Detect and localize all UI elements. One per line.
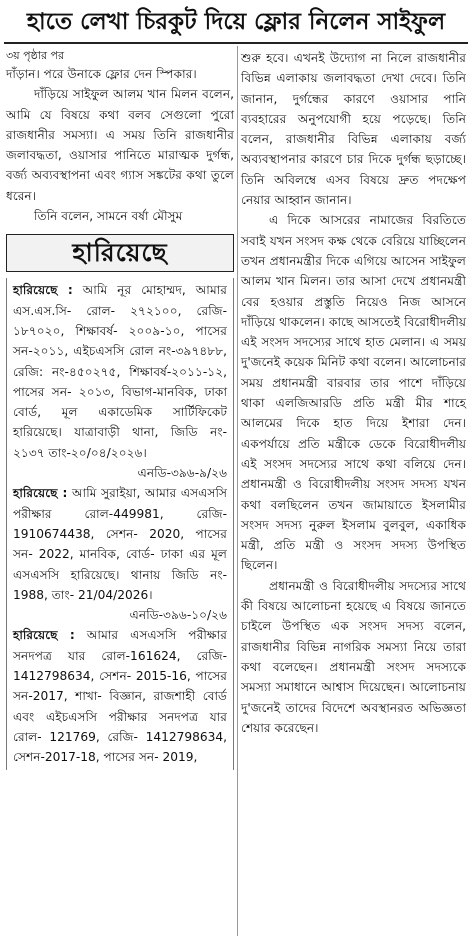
right-column	[241, 48, 466, 738]
classifieds-banner: হারিয়েছে	[6, 234, 234, 272]
ad-code: এনডি-৩৯৬-৯/২৬	[137, 466, 227, 481]
article-paragraph: তিনি বলেন, সামনে বর্ষা মৌসুম	[34, 209, 183, 224]
article-paragraph: প্রধানমন্ত্রী ও বিরোধীদলীয় সদস্যের সাথে কী বিষয়ে আলোচনা হয়েছে এ বিষয়ে জানতে চাইলে উপস্থিত এক সংসদ সদস্য বলেন, রাজধানীর বিভিন্ন নাগরিক সমস্যা নিয়ে তারা কথা বলেছেন। প্রধানমন্ত্রী সংসদ সদস্যকে সমস্যা সমাধানে আশ্বাস দিয়েছেন। আলোচনায় দু'জনেই তাদের বিদেশে অবস্থানরত অভিজ্ঞতা শেয়ার করেছেন।	[241, 578, 466, 735]
continued-from-label: ৩য় পৃষ্ঠার পর	[6, 49, 65, 62]
ad-heading: হারিয়েছে :	[13, 628, 75, 643]
ad-heading: হারিয়েছে :	[13, 486, 68, 501]
classified-ad	[13, 483, 227, 605]
ad-body: আমি সুরাইয়া, আমার এসএসসি পরীক্ষার রোল-449981, রেজি- 1910674438, সেশন- 2020, পাসের সন- 2022, মানবিক, বোর্ড- ঢাকা এর মূল এসএসসি হারিয়েছে। থানায় জিডি নং- 1988, তাং- 21/04/2026।	[13, 486, 227, 602]
ad-code: এনডি-৩৯৬-১০/২৬	[129, 608, 227, 623]
ad-heading: হারিয়েছে :	[13, 283, 73, 298]
classified-ad	[13, 280, 227, 463]
article-paragraph: শুরু হবে। এখনই উদ্যোগ না নিলে রাজধানীর বিভিন্ন এলাকায় জলাবদ্ধতা দেখা দেবে। তিনি জানান, দুর্গন্ধের কারণে ওয়াসার পানি ব্যবহারের অনুপযোগী হয়ে পড়েছে। তিনি বলেন, রাজধানীর বিভিন্ন এলাকায় বর্জ্য অব্যবস্থাপনার কারণে চার দিকে দুর্গন্ধ ছড়াচ্ছে। তিনি অবিলম্বে এসব বিষয়ে দ্রুত পদক্ষেপ নেয়ার আহ্বান জানান।	[241, 51, 466, 208]
ad-body: আমি নূর মোহাম্মদ, আমার এস.এস.সি- রোল- ২৭২১০০, রেজি- ১৮৭০২০, শিক্ষাবর্ষ- ২০০৯-১০, পাসের সন-২০১১, এইচএসসি রোল নং-৩৯৭৪৮৮, রেজি: নং-৪৫০২৭৫, শিক্ষাবর্ষ-২০১১-১২, পাসের সন- ২০১৩, বিভাগ-মানবিক, ঢাকা বোর্ড, মূল একাডেমিক সার্টিফিকেট হারিয়েছে। যাত্রাবাড়ী থানা, জিডি নং- ২১৩৭ তাং-২০/০৪/২০২৬।	[13, 283, 227, 460]
left-column	[6, 48, 234, 770]
ad-body: আমার এসএসসি পরীক্ষার সনদপত্র যার রোল-161624, রেজি- 1412798634, সেশন- 2015-16, পাসের সন-2017, শাখা- বিজ্ঞান, রাজশাহী বোর্ড এবং এইচএসসি পরীক্ষার সনদপত্র যার রোল- 121769, রেজি- 1412798634, সেশন-2017-18, পাসের সন- 2019,	[13, 628, 227, 765]
article-paragraph: এ দিকে আসরের নামাজের বিরতিতে সবাই যখন সংসদ কক্ষ থেকে বেরিয়ে যাচ্ছিলেন তখন প্রধানমন্ত্রীর দিকে এগিয়ে আসেন সাইফুল আলম খান মিলন। তার আসা দেখে প্রধানমন্ত্রী বের হওয়ার প্রস্তুতি নিয়েও নিজ আসনে দাঁড়িয়ে থাকলেন। কাছে আসতেই বিরোধীদলীয় এই সংসদ সদস্যের সাথে হাত মেলান। এ সময় দু'জনেই কয়েক মিনিট কথা বলেন। আলোচনার সময় প্রধানমন্ত্রী বারবার তার পাশে দাঁড়িয়ে থাকা এলজিআরডি প্রতি মন্ত্রী মীর শাহে আলমের দিকে হাত দিয়ে ইশারা দেন। একপর্যায়ে প্রতি মন্ত্রীকে ডেকে বিরোধীদলীয় এই সংসদ সদস্যের সাথে কথা বলিয়ে দেন। প্রধানমন্ত্রী ও বিরোধীদলীয় সংসদ সদস্য যখন কথা বলছিলেন তখন জামায়াতে ইসলামীর সংসদ সদস্য নুরুল ইসলাম বুলবুল, একাধিক মন্ত্রী, প্রতি মন্ত্রী ও সংসদ সদস্য উপস্থিত ছিলেন।	[241, 213, 466, 573]
column-divider	[237, 46, 238, 936]
classified-ad	[13, 625, 227, 767]
article-paragraph: দাঁড়িয়ে সাইফুল আলম খান মিলন বলেন, আমি যে বিষয়ে কথা বলব সেগুলো পুরো রাজধানীর সমস্যা। এ সময় তিনি রাজধানীর জলাবদ্ধতা, ওয়াসার পানিতে মারাত্মক দুর্গন্ধ, বর্জ্য অব্যবস্থাপনা এবং গ্যাস সঙ্কটের কথা তুলে ধরেন।	[6, 87, 234, 203]
article-headline: হাতে লেখা চিরকুট দিয়ে ফ্লোর নিলেন সাইফুল	[4, 2, 468, 44]
classifieds-box	[6, 278, 234, 769]
article-paragraph: দাঁড়ান। পরে উনাকে ফ্লোর দেন স্পিকার।	[6, 67, 197, 81]
